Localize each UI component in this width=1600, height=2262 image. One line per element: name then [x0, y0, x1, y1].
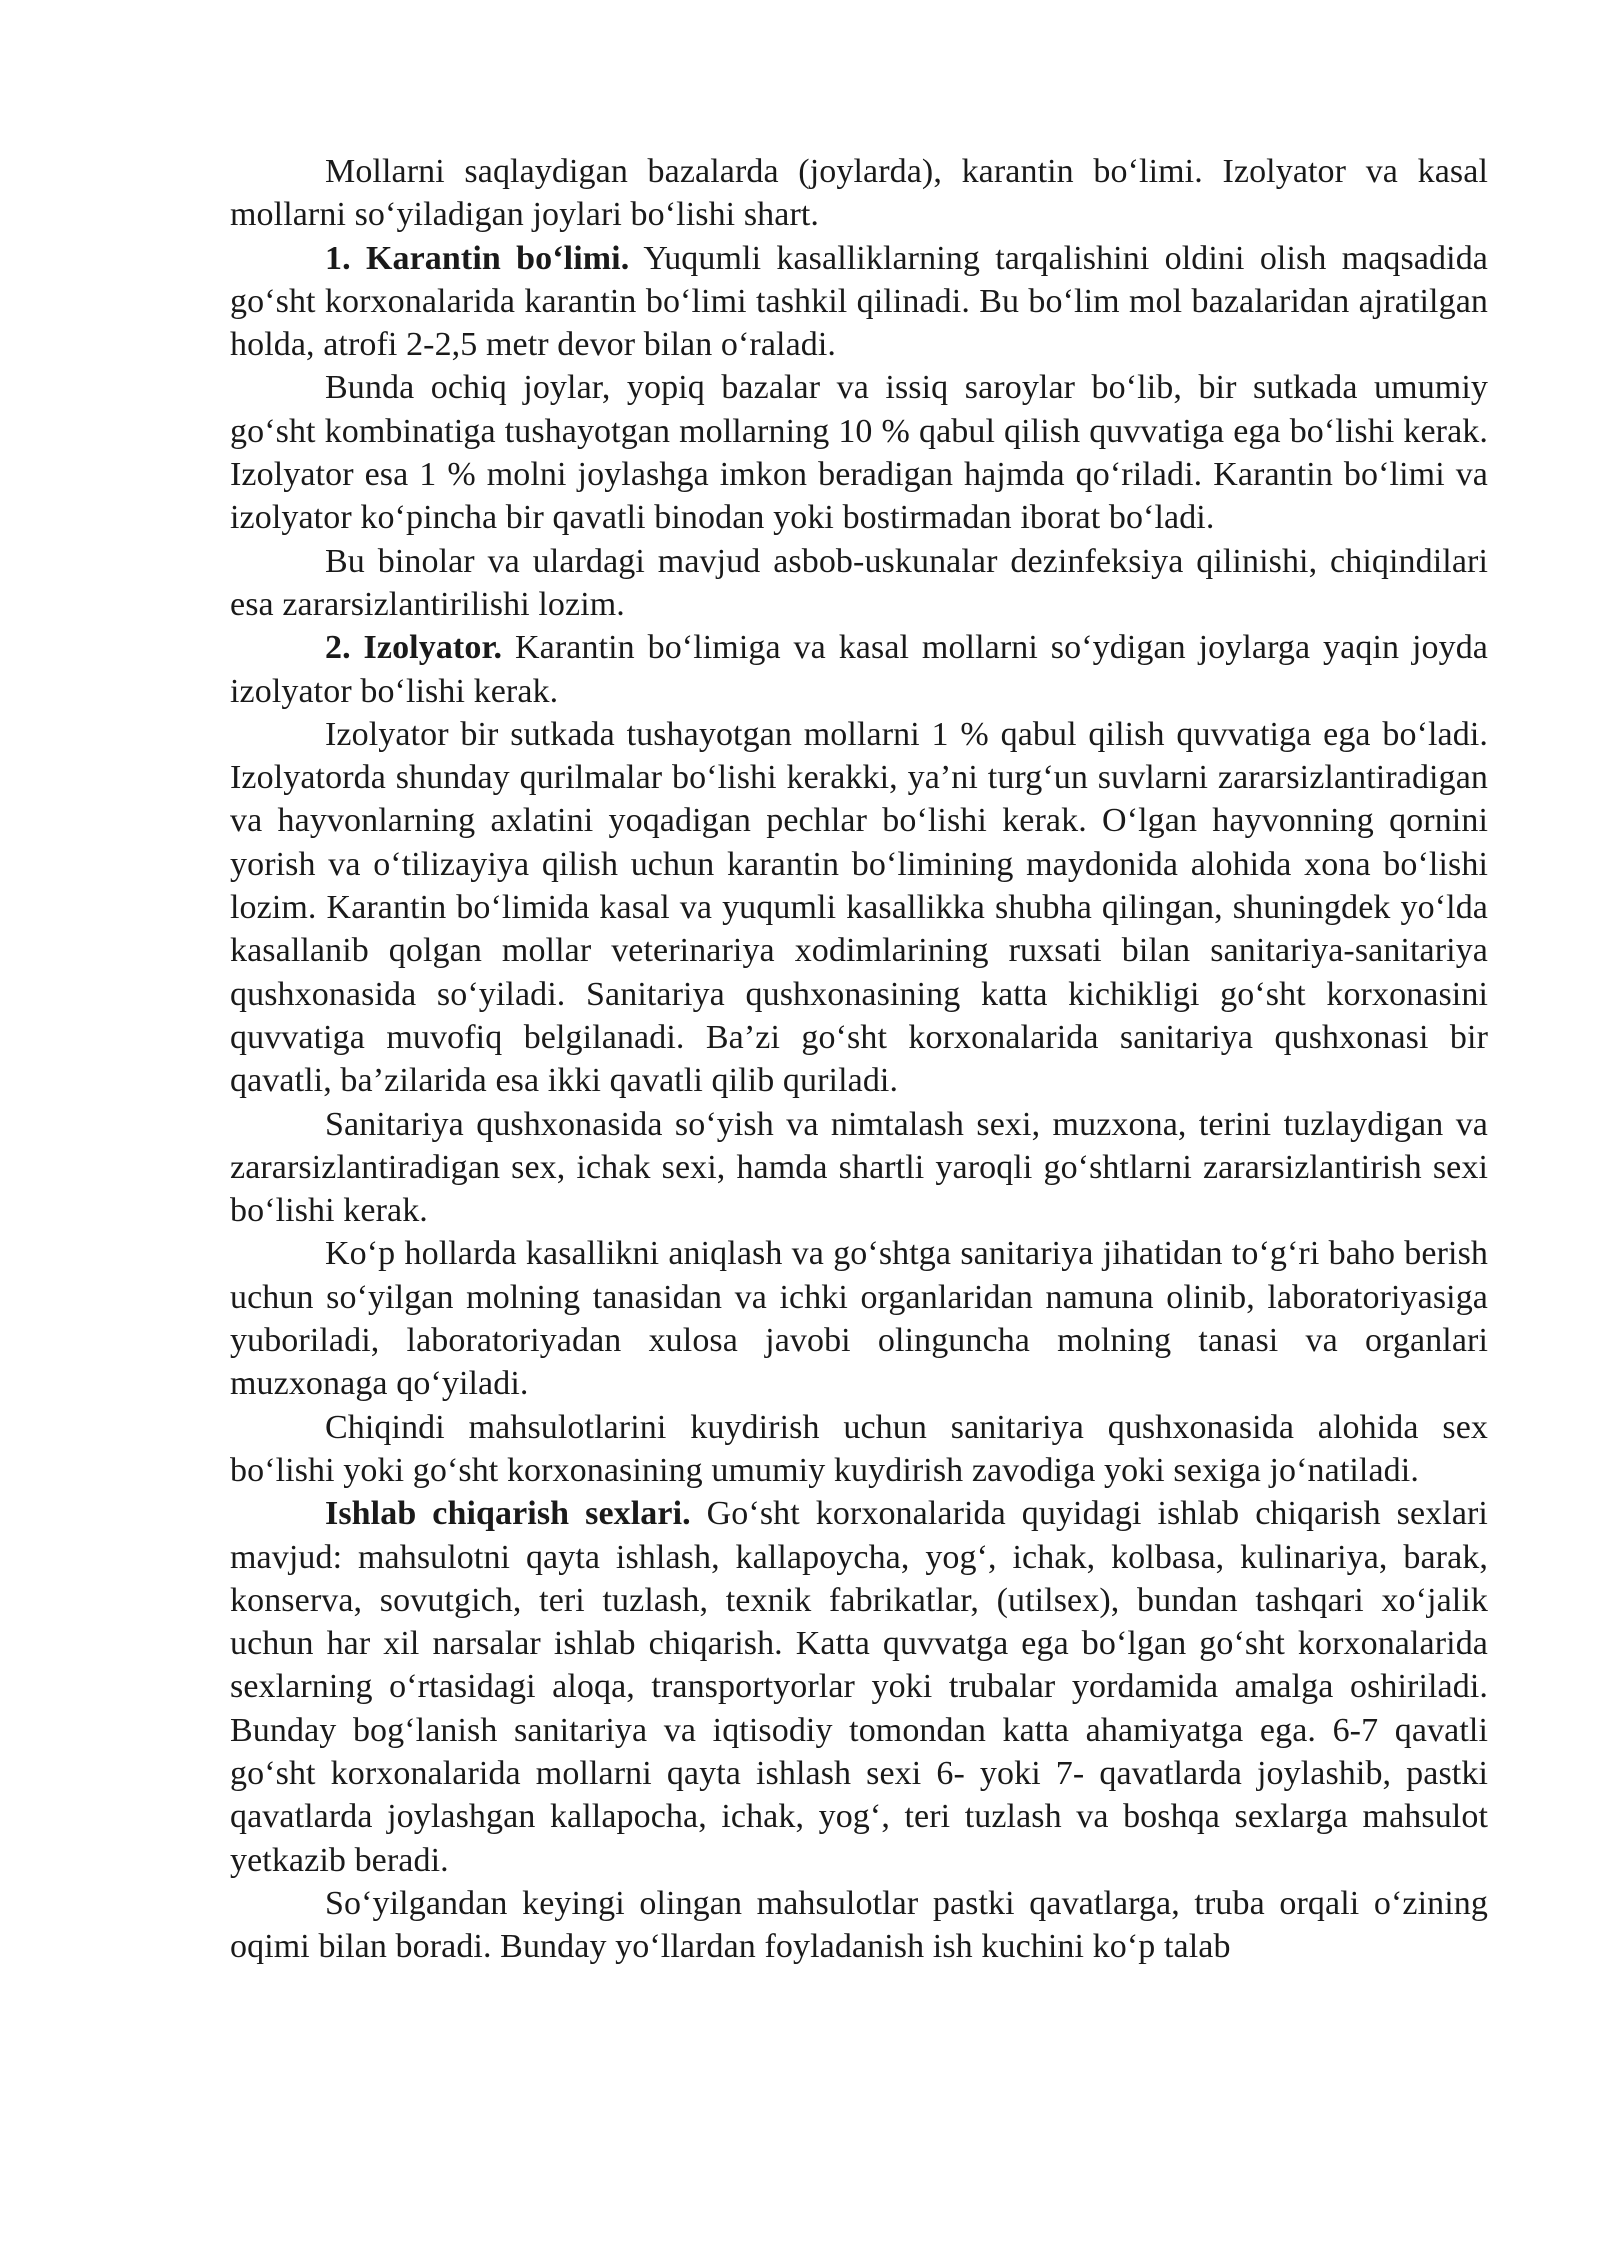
paragraph-text: Chiqindi mahsulotlarini kuydirish uchun sanitariya qushxonasida alohida sex bo‘lishi yoki go‘sht korxonasining umumiy kuydirish zavodiga yoki sexiga jo‘natiladi.: [230, 1408, 1488, 1489]
paragraph-ishlab-chiqarish: [230, 1492, 1488, 1882]
paragraph-sanitariya-qushxona: [230, 1103, 1488, 1233]
paragraph-intro: [230, 150, 1488, 237]
paragraph-text: So‘yilgandan keyingi olingan mahsulotlar pastki qavatlarga, truba orqali o‘zining oqimi bilan boradi. Bunday yo‘llardan foyladanish ish kuchini ko‘p talab: [230, 1884, 1488, 1966]
paragraph-text: Sanitariya qushxonasida so‘yish va nimtalash sexi, muzxona, terini tuzlaydigan va zararsizlantiradigan sex, ichak sexi, hamda shartli yaroqli go‘shtlarni zararsizlantirish sexi bo‘lishi kerak.: [230, 1105, 1488, 1230]
paragraph-bazalar: [230, 366, 1488, 539]
paragraph-text: Ko‘p hollarda kasallikni aniqlash va go‘shtga sanitariya jihatidan to‘g‘ri baho berish uchun so‘yilgan molning tanasidan va ichki organlaridan namuna olinib, laboratoriyasiga yuboriladi, laboratoriyadan xulosa javobi olinguncha molning tanasi va organlari muzxonaga qo‘yiladi.: [230, 1235, 1488, 1403]
paragraph-text: Karantin bo‘limiga va kasal mollarni so‘ydigan joylarga yaqin joyda izolyator bo‘lishi kerak.: [230, 629, 1488, 710]
paragraph-binolar: [230, 540, 1488, 627]
paragraph-chiqindi: [230, 1406, 1488, 1493]
paragraph-izolyator-details: [230, 713, 1488, 1103]
paragraph-text: Yuqumli kasalliklarning tarqalishini oldini olish maqsadida go‘sht korxonalarida karantin bo‘limi tashkil qilinadi. Bu bo‘lim mol bazalaridan ajratilgan holda, atrofi 2-2,5 metr devor bilan o‘raladi.: [230, 239, 1488, 364]
paragraph-izolyator: [230, 626, 1488, 713]
paragraph-text: Go‘sht korxonalarida quyidagi ishlab chiqarish sexlari mavjud: mahsulotni qayta ishlash, kallapoycha, yog‘, ichak, kolbasa, kulinariya, barak, konserva, sovutgich, teri tuzlash, texnik fabrikatlar, (utilsex), bundan tashqari xo‘jalik uchun har xil narsalar ishlab chiqarish. Katta quvvatga ega bo‘lgan go‘sht korxonalarida sexlarning o‘rtasidagi aloqa, transportyorlar yoki trubalar yordamida amalga oshiriladi. Bunday bog‘lanish sanitariya va iqtisodiy tomondan katta ahamiyatga ega. 6-7 qavatli go‘sht korxonalarida mollarni qayta ishlash sexi 6- yoki 7- qavatlarda joylashib, pastki qavatlarda joylashgan kallapocha, ichak, yog‘, teri tuzlash va boshqa sexlarga mahsulot yetkazib beradi.: [230, 1495, 1488, 1879]
section-heading-ishlab-chiqarish: Ishlab chiqarish sexlari.: [325, 1495, 691, 1533]
paragraph-text: Izolyator bir sutkada tushayotgan mollarni 1 % qabul qilish quvvatiga ega bo‘ladi. Izolyatorda shunday qurilmalar bo‘lishi kerakki, ya’ni turg‘un suvlarni zararsizlantiradigan va hayvonlarning axlatini yoqadigan pechlar bo‘lishi kerak. O‘lgan hayvonning qornini yorish va o‘tilizayiya qilish uchun karantin bo‘limining maydonida alohida xona bo‘lishi lozim. Karantin bo‘limida kasal va yuqumli kasallikka shubha qilingan, shuningdek yo‘lda kasallanib qolgan mollar veterinariya xodimlarining ruxsati bilan sanitariya-sanitariya qushxonasida so‘yiladi. Sanitariya qushxonasining katta kichikligi go‘sht korxonasini quvvatiga muvofiq belgilanadi. Ba’zi go‘sht korxonalarida sanitariya qushxonasi bir qavatli, ba’zilarida esa ikki qavatli qilib quriladi.: [230, 715, 1488, 1100]
paragraph-text: Mollarni saqlaydigan bazalarda (joylarda), karantin bo‘limi. Izolyator va kasal mollarni so‘yiladigan joylari bo‘lishi shart.: [230, 153, 1488, 234]
section-heading-karantin: 1. Karantin bo‘limi.: [325, 239, 630, 277]
paragraph-text: Bunda ochiq joylar, yopiq bazalar va issiq saroylar bo‘lib, bir sutkada umumiy go‘sht kombinatiga tushayotgan mollarning 10 % qabul qilish quvvatiga ega bo‘lishi kerak. Izolyator esa 1 % molni joylashga imkon beradigan hajmda qo‘riladi. Karantin bo‘limi va izolyator ko‘pincha bir qavatli binodan yoki bostirmadan iborat bo‘ladi.: [230, 369, 1488, 537]
paragraph-karantin: [230, 237, 1488, 367]
paragraph-mahsulotlar: [230, 1882, 1488, 1969]
section-heading-izolyator: 2. Izolyator.: [325, 629, 503, 667]
document-page: [230, 150, 1488, 1968]
paragraph-text: Bu binolar va ulardagi mavjud asbob-uskunalar dezinfeksiya qilinishi, chiqindilari esa zararsizlantirilishi lozim.: [230, 542, 1488, 623]
paragraph-laboratoriya: [230, 1232, 1488, 1405]
